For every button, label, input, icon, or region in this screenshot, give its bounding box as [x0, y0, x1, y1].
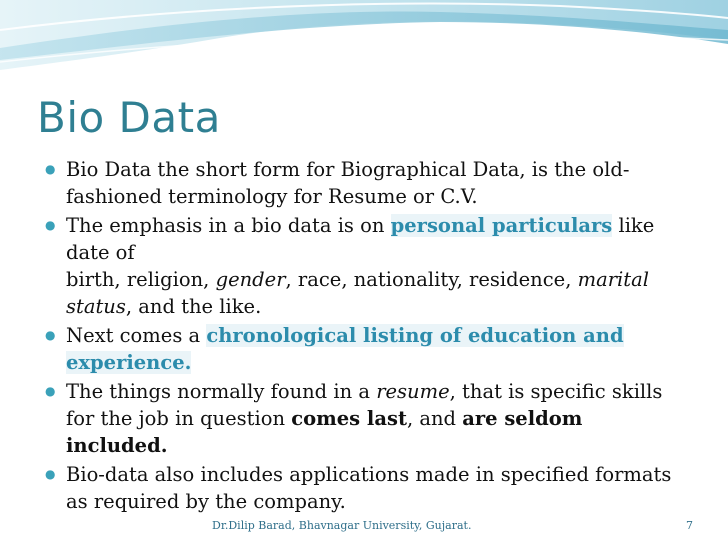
item-text: , race, nationality, residence,	[285, 268, 578, 291]
list-item	[0, 461, 700, 515]
footer-credit: Dr.Dilip Barad, Bhavnagar University, Gujarat.	[212, 519, 472, 532]
slide-title: Bio Data	[37, 93, 221, 142]
italic-gender: gender	[215, 268, 286, 291]
item-text: like date of	[66, 214, 655, 264]
italic-marital-status: marital status	[66, 268, 649, 318]
italic-resume: resume	[376, 380, 450, 403]
list-item	[0, 322, 700, 376]
highlight-personal-particulars: personal particulars	[390, 214, 613, 237]
item-text: Next comes a	[66, 324, 207, 347]
item-text: , and the like.	[125, 295, 262, 318]
item-text: The things normally found in a	[66, 380, 377, 403]
bullet-dot-icon: ●	[45, 162, 56, 176]
bullet-dot-icon: ●	[45, 328, 56, 342]
item-text: The emphasis in a bio data is on	[66, 214, 391, 237]
item-text: Bio Data the short form for Biographical Data, is the old-fashioned terminology for Resume or C.V.	[66, 158, 630, 208]
bullet-list	[0, 156, 700, 515]
bullet-dot-icon: ●	[45, 467, 56, 481]
list-item	[0, 156, 700, 210]
item-text: Bio-data also includes applications made in specified formats as required by the company.	[66, 463, 672, 513]
bold-are-seldom-included: are seldom included.	[66, 407, 583, 457]
list-item	[0, 378, 700, 459]
item-text: , that is specific skills for the job in question	[66, 380, 663, 430]
item-text: , and	[406, 407, 463, 430]
highlight-chronological-listing: chronological listing of education and experience.	[66, 324, 624, 374]
list-item	[0, 212, 700, 320]
bullet-dot-icon: ●	[45, 384, 56, 398]
page-number: 7	[686, 519, 693, 532]
bold-comes-last: comes last	[291, 407, 407, 430]
header-wave-decoration	[0, 0, 728, 90]
item-text: birth, religion,	[66, 268, 216, 291]
bullet-dot-icon: ●	[45, 218, 56, 232]
